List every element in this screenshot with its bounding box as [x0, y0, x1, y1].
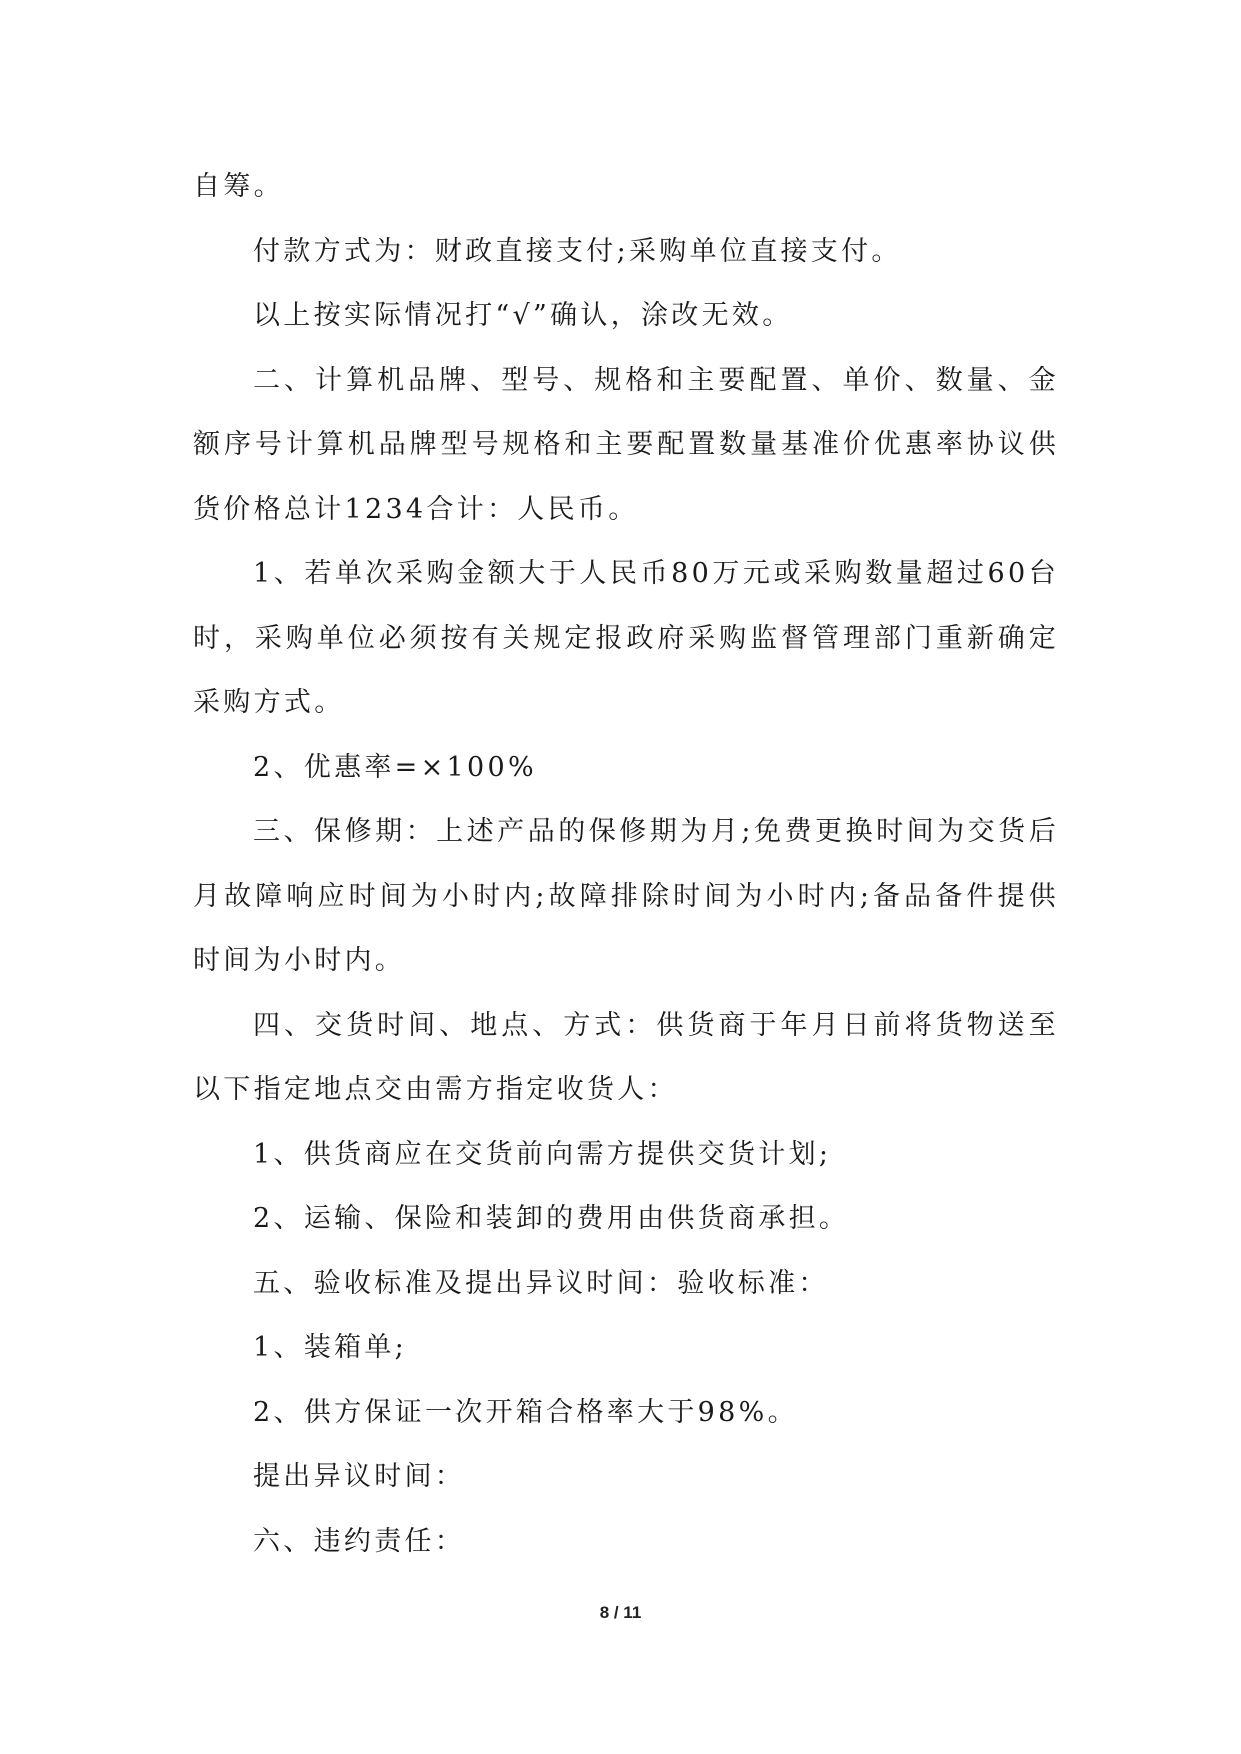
paragraph: 2、优惠率=×100%: [253, 751, 537, 783]
paragraph: 二、计算机品牌、型号、规格和主要配置、单价、数量、金额序号计算机品牌型号规格和主要配置数量基准价优惠率协议供货价格总计1234合计：人民币。: [193, 364, 1059, 525]
paragraph: 六、违约责任：: [253, 1525, 466, 1557]
document-body: [193, 155, 1059, 1574]
paragraph: 五、验收标准及提出异议时间：验收标准：: [253, 1267, 829, 1299]
paragraph: 2、供方保证一次开箱合格率大于98%。: [253, 1396, 798, 1428]
paragraph: 自筹。: [193, 171, 284, 202]
paragraph: 2、运输、保险和装卸的费用由供货商承担。: [253, 1203, 850, 1234]
paragraph: 四、交货时间、地点、方式：供货商于年月日前将货物送至以下指定地点交由需方指定收货人：: [193, 1009, 1059, 1105]
paragraph: 付款方式为：财政直接支付;采购单位直接支付。: [253, 235, 902, 267]
paragraph: 1、若单次采购金额大于人民币80万元或采购数量超过60台时，采购单位必须按有关规定报政府采购监督管理部门重新确定采购方式。: [193, 558, 1059, 718]
paragraph: 1、供货商应在交货前向需方提供交货计划;: [253, 1138, 832, 1170]
page-number: 8 / 11: [599, 1603, 642, 1622]
paragraph: 1、装箱单;: [253, 1332, 408, 1363]
paragraph: 提出异议时间：: [253, 1461, 466, 1492]
paragraph: 三、保修期：上述产品的保修期为月;免费更换时间为交货后月故障响应时间为小时内;故障排除时间为小时内;备品备件提供时间为小时内。: [193, 816, 1059, 976]
paragraph: 以上按实际情况打“√”确认，涂改无效。: [253, 300, 793, 331]
